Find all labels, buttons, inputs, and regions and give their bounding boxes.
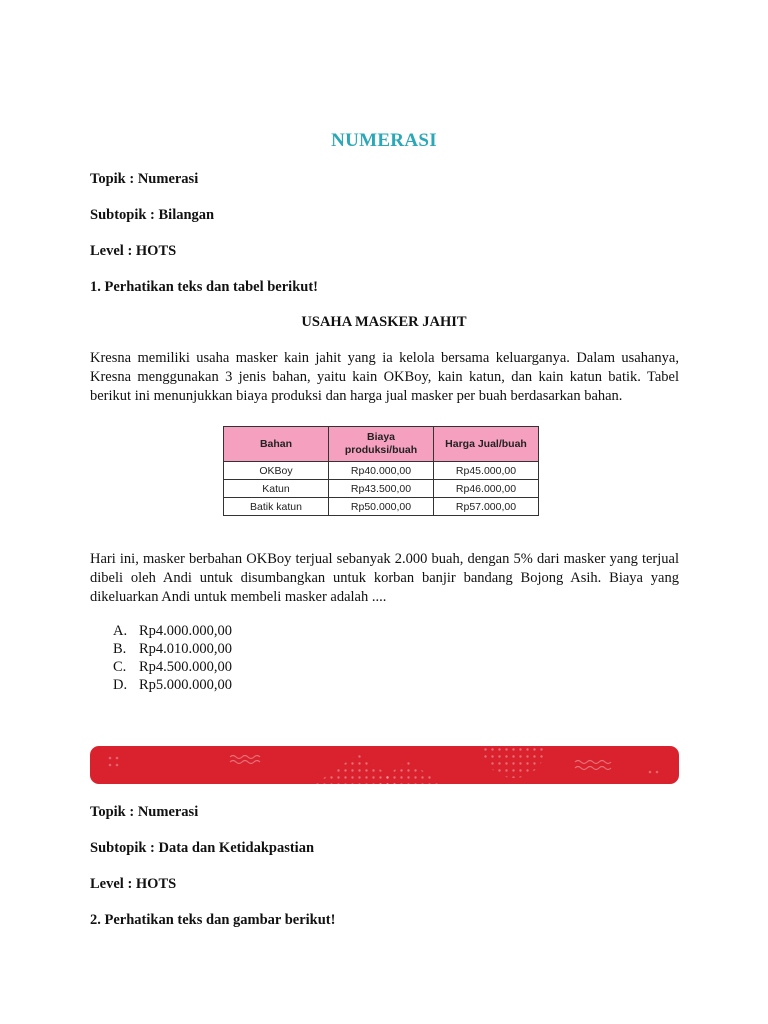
- topic-label-1: Topik : Numerasi: [90, 171, 199, 187]
- table-cell: Katun: [224, 480, 329, 498]
- question-heading-1: 1. Perhatikan teks dan tabel berikut!: [90, 279, 318, 295]
- page-title: NUMERASI: [331, 130, 437, 151]
- table-header-row: [224, 427, 539, 462]
- topic-label-2: Topik : Numerasi: [90, 804, 199, 820]
- section-divider-banner: [90, 746, 679, 784]
- level-label-2: Level : HOTS: [90, 876, 177, 892]
- option-text: Rp4.500.000,00: [139, 659, 233, 675]
- question-text-1: Hari ini, masker berbahan OKBoy terjual sebanyak 2.000 buah, dengan 5% dari masker yang terjual dibeli oleh Andi untuk disumbangkan untuk korban banjir bandang Bojong Asih. Biaya yang dikeluarkan Andi untuk membeli masker adalah ....: [90, 551, 679, 605]
- table-header-cell: Harga Jual/buah: [434, 427, 539, 462]
- answer-option-c[interactable]: [113, 658, 232, 676]
- table-cell: Rp50.000,00: [329, 498, 434, 516]
- table-cell: Rp46.000,00: [434, 480, 539, 498]
- table-cell: Rp57.000,00: [434, 498, 539, 516]
- option-text: Rp4.000.000,00: [139, 623, 233, 639]
- table-row: [224, 480, 539, 498]
- option-label: D.: [113, 677, 128, 693]
- banner-pattern: [90, 746, 679, 784]
- answer-option-a[interactable]: [113, 622, 232, 640]
- subtopic-label-2: Subtopik : Data dan Ketidakpastian: [90, 840, 315, 856]
- answer-option-d[interactable]: [113, 676, 232, 694]
- question-heading-2: 2. Perhatikan teks dan gambar berikut!: [90, 912, 336, 928]
- level-label-1: Level : HOTS: [90, 243, 177, 259]
- table-header-text: Biaya produksi/buah: [344, 431, 418, 456]
- subtopic-label-1: Subtopik : Bilangan: [90, 207, 215, 223]
- table-cell: Batik katun: [224, 498, 329, 516]
- table-cell: Rp45.000,00: [434, 462, 539, 480]
- option-label: A.: [113, 623, 128, 639]
- option-label: C.: [113, 659, 127, 675]
- option-text: Rp4.010.000,00: [139, 641, 233, 657]
- table-cell: OKBoy: [224, 462, 329, 480]
- option-label: B.: [113, 641, 127, 657]
- answer-option-b[interactable]: [113, 640, 232, 658]
- table-row: [224, 462, 539, 480]
- table-row: [224, 498, 539, 516]
- table-cell: Rp43.500,00: [329, 480, 434, 498]
- table-header-cell: Bahan: [224, 427, 329, 462]
- table-header-cell: [329, 427, 434, 462]
- passage-title: USAHA MASKER JAHIT: [301, 314, 467, 330]
- option-text: Rp5.000.000,00: [139, 677, 233, 693]
- answer-options: [113, 622, 232, 694]
- passage-paragraph: Kresna memiliki usaha masker kain jahit yang ia kelola bersama keluarganya. Dalam usahanya, Kresna menggunakan 3 jenis bahan, yaitu kain OKBoy, kain katun, dan kain katun batik. Tabel berikut ini menunjukkan biaya produksi dan harga jual masker per buah berdasarkan bahan.: [90, 350, 679, 404]
- price-table: [223, 426, 539, 516]
- table-cell: Rp40.000,00: [329, 462, 434, 480]
